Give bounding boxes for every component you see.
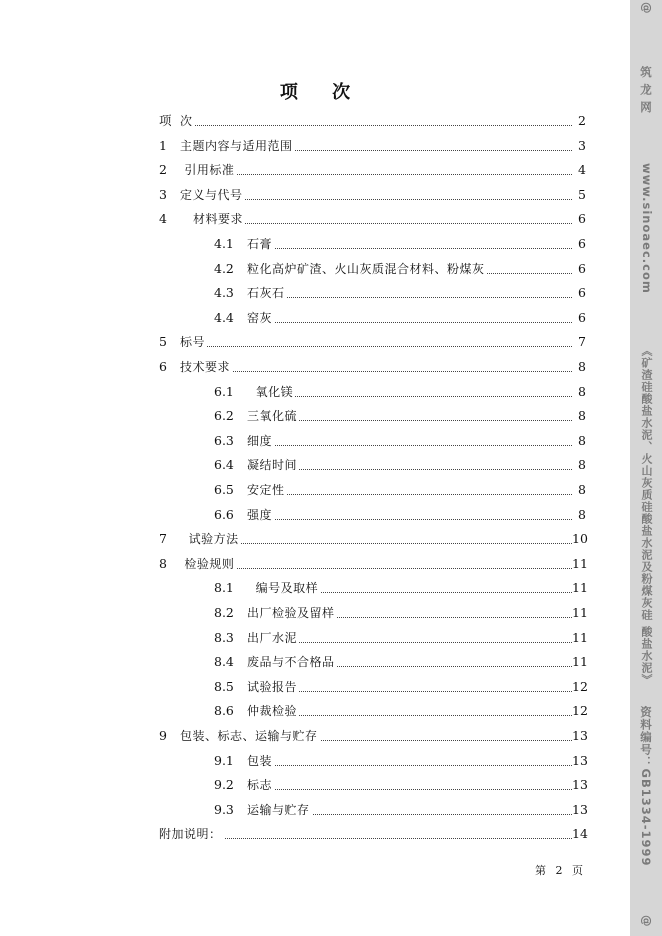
sidebar-url: www.sinoaec.com: [640, 163, 654, 294]
toc-entry-page: 11: [572, 605, 588, 620]
toc-entry-page: 8: [572, 506, 586, 524]
toc-entry-number: 6: [159, 359, 167, 374]
page-footer: [535, 862, 583, 878]
toc-entry: [0, 456, 630, 474]
toc-entry-number: 4.3: [214, 285, 234, 300]
toc-entry-number: 4: [159, 211, 167, 226]
toc-entry-label: 出厂水泥: [247, 631, 298, 645]
toc-entry-number: 8.3: [214, 630, 234, 645]
toc-entry-label: 次: [180, 114, 193, 128]
toc-entry-page: 7: [572, 333, 586, 351]
toc-entry-number: 8.5: [214, 679, 234, 694]
toc-entry-page: 8: [572, 481, 586, 499]
toc-entry-page: 6: [572, 210, 586, 228]
toc-entry-label: 仲裁检验: [247, 704, 298, 718]
toc-entry: [0, 801, 630, 819]
toc-entry-page: 6: [572, 284, 586, 302]
toc-entry: [0, 506, 630, 524]
toc-entry-number: 8.6: [214, 703, 234, 718]
toc-entry: [0, 752, 630, 770]
toc-entry-number: 6.2: [214, 408, 234, 423]
toc-entry-label: 检验规则: [180, 557, 235, 571]
toc-entry-page: 11: [572, 556, 588, 571]
toc-entry: [0, 161, 630, 179]
toc-entry: [0, 309, 630, 327]
toc-entry: [0, 333, 630, 351]
toc-entry-label: 试验报告: [247, 680, 298, 694]
toc-entry-number: 6.1: [214, 384, 234, 399]
toc-leader-dots: [248, 506, 572, 520]
toc-entry-page: 4: [572, 161, 586, 179]
toc-entry-page: 12: [572, 703, 588, 718]
toc-leader-dots: [248, 383, 572, 397]
toc-entry-label: 废品与不合格品: [247, 655, 335, 669]
toc-entry-number: 8.1: [214, 580, 234, 595]
toc-entry-label: 凝结时间: [247, 458, 298, 472]
toc-entry: [0, 186, 630, 204]
toc-entry-page: 6: [572, 260, 586, 278]
page-title: 项 次: [279, 82, 365, 103]
toc-entry-page: 11: [572, 630, 588, 645]
toc-entry-number: 7: [159, 531, 167, 546]
toc-entry-page: 11: [572, 580, 588, 595]
toc-entry-page: 8: [572, 407, 586, 425]
footer-suffix: 页: [572, 864, 583, 877]
toc-leader-dots: [248, 481, 572, 495]
toc-entry: [0, 481, 630, 499]
toc-entry-label: 标志: [247, 778, 273, 792]
toc-entry: [0, 383, 630, 401]
toc-leader-dots: [248, 776, 572, 790]
sidebar-site-name: 筑 龙 网: [639, 66, 653, 114]
toc-entry-label: 包装、标志、运输与贮存: [180, 729, 318, 743]
toc-entry-label: 定义与代号: [180, 188, 243, 202]
toc-entry-label: 安定性: [247, 483, 285, 497]
toc-entry-label: 氧化镁: [247, 385, 294, 399]
toc-entry-page: 8: [572, 456, 586, 474]
toc-entry-page: 6: [572, 309, 586, 327]
sidebar-at-top: @: [640, 2, 654, 15]
toc-entry-page: 8: [572, 383, 586, 401]
toc-entry-page: 3: [572, 137, 586, 155]
toc-entry-label: 包装: [247, 754, 273, 768]
toc-leader-dots: [248, 432, 572, 446]
toc-entry: [0, 653, 630, 671]
toc-entry-label: 试验方法: [180, 532, 239, 546]
toc-entry-label: 细度: [247, 434, 273, 448]
toc-entry-label: 运输与贮存: [247, 803, 310, 817]
toc-leader-dots: [180, 333, 572, 347]
sidebar-doc-code: 资料编号：GB1334-1999: [639, 706, 653, 867]
toc-entry: [0, 260, 630, 278]
toc-leader-dots: [180, 825, 572, 839]
toc-leader-dots: [180, 112, 572, 126]
toc-entry-number: 6.4: [214, 457, 234, 472]
sidebar-doc-title: 《矿渣硅酸盐水泥、火山灰质硅酸盐水泥及粉煤灰硅 酸盐水泥》: [640, 345, 653, 686]
toc-entry: [0, 137, 630, 155]
toc-entry-page: 8: [572, 358, 586, 376]
toc-entry-number: 6.3: [214, 433, 234, 448]
toc-leader-dots: [248, 309, 572, 323]
toc-entry-label: 编号及取样: [247, 581, 319, 595]
toc-entry-label: 材料要求: [180, 212, 243, 226]
toc-entry-page: 13: [572, 753, 588, 768]
toc-entry-number: 6.6: [214, 507, 234, 522]
watermark-sidebar: [630, 0, 662, 936]
toc-entry: [0, 530, 630, 548]
toc-entry-number: 3: [159, 187, 167, 202]
toc-entry: [0, 727, 630, 745]
toc-entry-page: 14: [572, 826, 588, 841]
toc-entry-label: 三氧化硫: [247, 409, 298, 423]
toc-entry-page: 8: [572, 432, 586, 450]
toc-entry-number: 4.1: [214, 236, 234, 251]
toc-entry: [0, 702, 630, 720]
toc-leader-dots: [248, 284, 572, 298]
toc-entry: [0, 579, 630, 597]
toc-entry-number: 8.4: [214, 654, 234, 669]
toc-entry-page: 12: [572, 679, 588, 694]
toc-entry-number: 项: [159, 113, 172, 128]
toc-entry-label: 标号: [180, 335, 206, 349]
toc-leader-dots: [248, 235, 572, 249]
toc-entry-number: 4.4: [214, 310, 234, 325]
toc-leader-dots: [180, 358, 572, 372]
toc-entry-number: 9.1: [214, 753, 234, 768]
toc-entry-number: 8: [159, 556, 167, 571]
toc-entry-number: 4.2: [214, 261, 234, 276]
toc-entry-page: 10: [572, 531, 588, 546]
footer-page-number: 2: [555, 864, 563, 877]
toc-entry-label: 引用标准: [180, 163, 235, 177]
toc-entry-page: 5: [572, 186, 586, 204]
toc-entry-number: 2: [159, 162, 167, 177]
toc-entry: [0, 407, 630, 425]
toc-entry-number: 9.3: [214, 802, 234, 817]
toc-entry: [0, 432, 630, 450]
toc-entry-label: 技术要求: [180, 360, 231, 374]
toc-entry-number: 8.2: [214, 605, 234, 620]
toc-entry-page: 13: [572, 728, 588, 743]
toc-entry-label: 粒化高炉矿渣、火山灰质混合材料、粉煤灰: [247, 262, 485, 276]
toc-entry-label: 窑灰: [247, 311, 273, 325]
toc-entry-label: 强度: [247, 508, 273, 522]
toc-entry: [0, 604, 630, 622]
toc-entry: [0, 112, 630, 130]
toc-entry: [0, 210, 630, 228]
toc-entry-page: 13: [572, 802, 588, 817]
toc-leader-dots: [180, 161, 572, 175]
toc-entry-page: 6: [572, 235, 586, 253]
toc-entry: [0, 358, 630, 376]
toc-entry: [0, 284, 630, 302]
toc-entry-label: 石灰石: [247, 286, 285, 300]
toc-entry: [0, 235, 630, 253]
toc-entry-number: 1: [159, 138, 167, 153]
toc-entry: [0, 776, 630, 794]
toc-leader-dots: [248, 752, 572, 766]
sidebar-at-bottom: @: [640, 915, 654, 928]
toc-entry-number: 5: [159, 334, 167, 349]
footer-prefix: 第: [535, 864, 546, 877]
toc-entry-label: 附加说明：: [159, 827, 222, 841]
toc-entry-page: 2: [572, 112, 586, 130]
toc-entry: [0, 555, 630, 573]
toc-entry-label: 出厂检验及留样: [247, 606, 335, 620]
toc-entry: [0, 629, 630, 647]
toc-entry-number: 9: [159, 728, 167, 743]
toc-entry-page: 11: [572, 654, 588, 669]
toc-entry: [0, 825, 630, 843]
toc-leader-dots: [180, 555, 572, 569]
toc-entry: [0, 678, 630, 696]
toc-entry-number: 9.2: [214, 777, 234, 792]
toc-entry-label: 石膏: [247, 237, 273, 251]
toc-entry-label: 主题内容与适用范围: [180, 139, 293, 153]
toc-entry-page: 13: [572, 777, 588, 792]
toc-entry-number: 6.5: [214, 482, 234, 497]
